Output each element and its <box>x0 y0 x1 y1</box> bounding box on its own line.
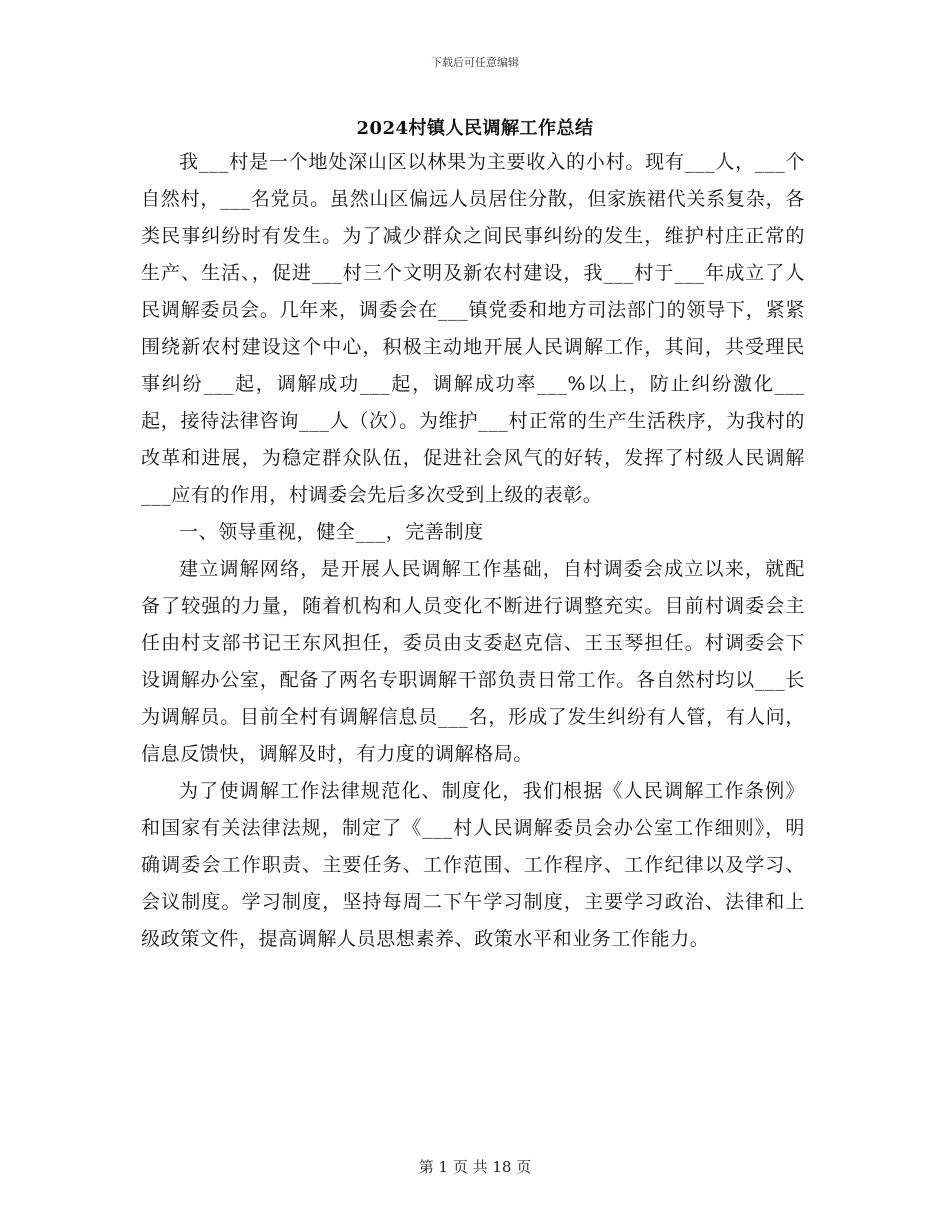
header-note: 下载后可任意编辑 <box>431 56 519 69</box>
document-body <box>141 144 805 958</box>
document-title: 2024村镇人民调解工作总结 <box>356 118 594 139</box>
section-heading-1: 一、领导重视，健全___，完善制度 <box>179 521 484 543</box>
paragraph-intro: 我___村是一个地处深山区以林果为主要收入的小村。现有___人，___个自然村，___名党员。虽然山区偏远人员居住分散，但家族裙代关系复杂，各类民事纠纷时有发生。为了减少群众之间民事纠纷的发生，维护村庄正常的生产、生活、，促进___村三个文明及新农村建设，我___村于___年成立了人民调解委员会。几年来，调委会在___镇党委和地方司法部门的领导下，紧紧围绕新农村建设这个中心，积极主动地开展人民调解工作，其间，共受理民事纠纷___起，调解成功___起，调解成功率___%以上，防止纠纷激化___起，接待法律咨询___人（次）。为维护___村正常的生产生活秩序，为我村的改革和进展，为稳定群众队伍，促进社会风气的好转，发挥了村级人民调解___应有的作用，村调委会先后多次受到上级的表彰。 <box>141 151 805 506</box>
paragraph-network: 建立调解网络，是开展人民调解工作基础，自村调委会成立以来，就配备了较强的力量，随着机构和人员变化不断进行调整充实。目前村调委会主任由村支部书记王东风担任，委员由支委赵克信、王玉琴担任。村调委会下设调解办公室，配备了两名专职调解干部负责日常工作。各自然村均以___长为调解员。目前全村有调解信息员___名，形成了发生纠纷有人管，有人问，信息反馈快，调解及时，有力度的调解格局。 <box>141 558 805 765</box>
paragraph-rules: 为了使调解工作法律规范化、制度化，我们根据《人民调解工作条例》和国家有关法律法规，制定了《___村人民调解委员会办公室工作细则》，明确调委会工作职责、主要任务、工作范围、工作程序、工作纪律以及学习、会议制度。学习制度，坚持每周二下午学习制度，主要学习政治、法律和上级政策文件，提高调解人员思想素养、政策水平和业务工作能力。 <box>141 780 805 950</box>
page-number: 第 1 页 共 18 页 <box>418 1158 532 1176</box>
